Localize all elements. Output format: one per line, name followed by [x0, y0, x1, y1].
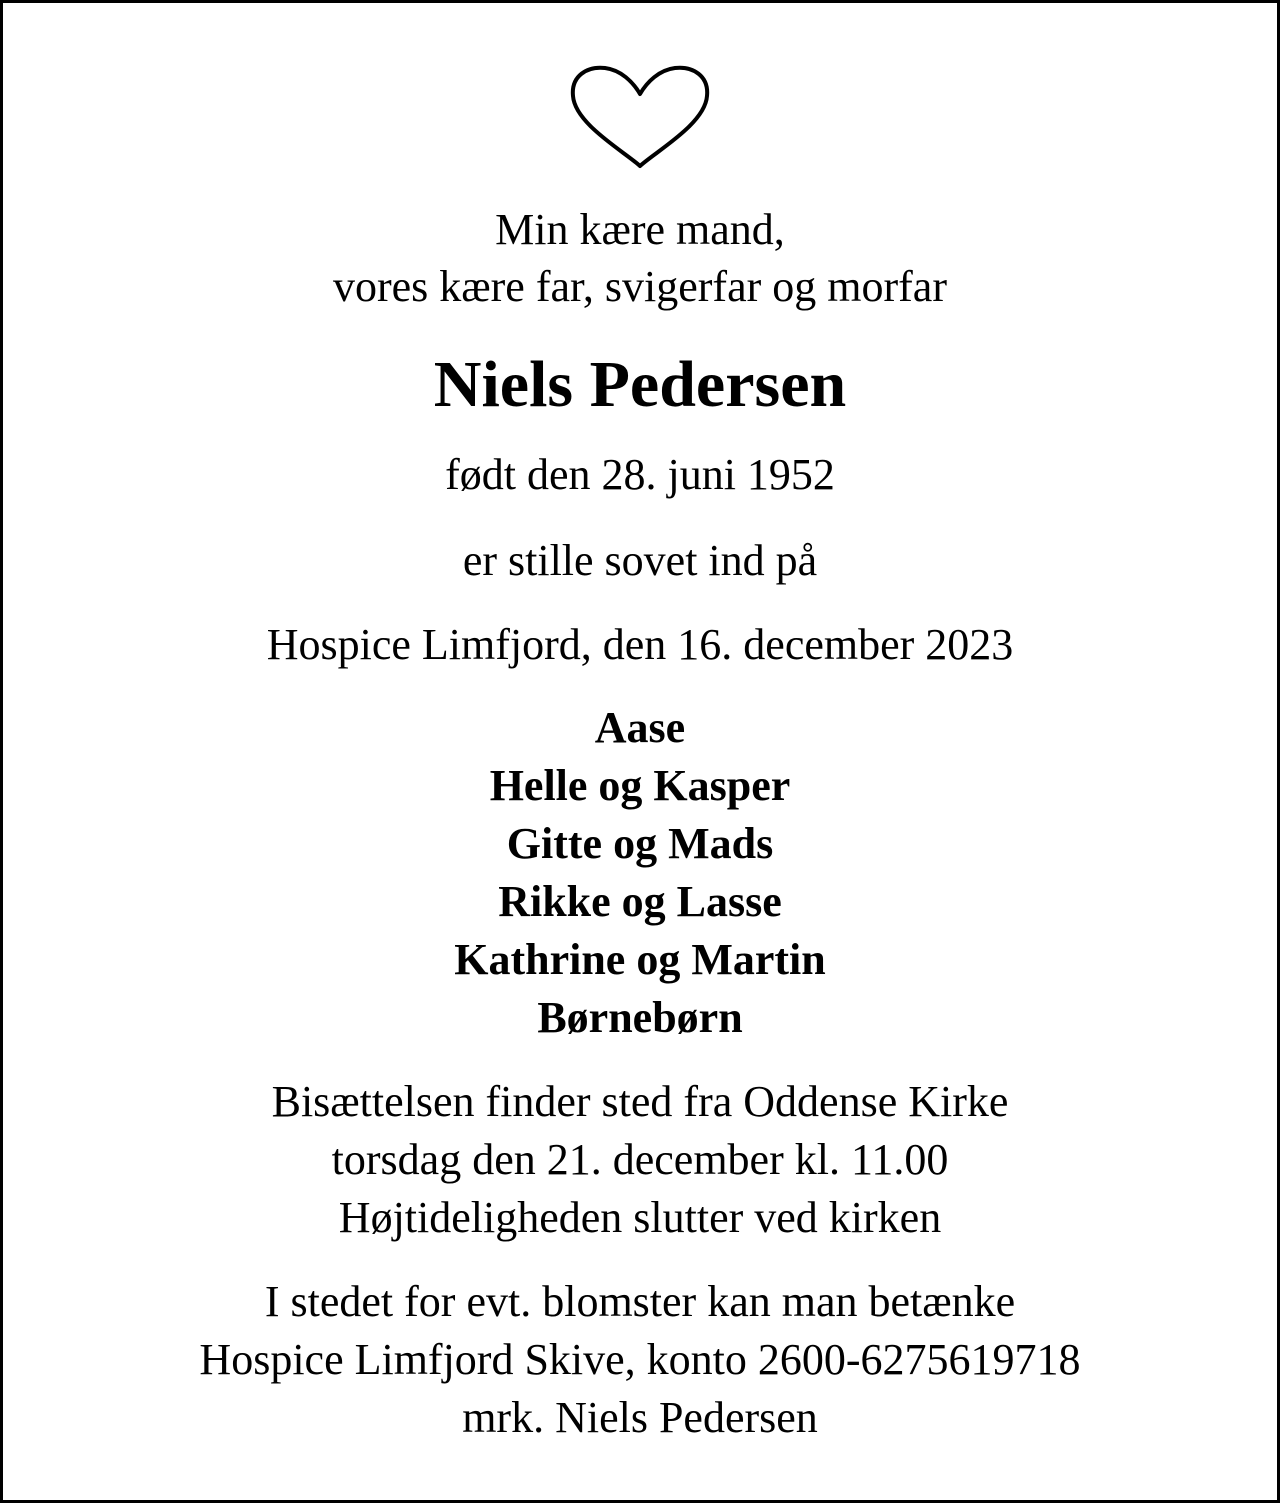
funeral-line-2: torsdag den 21. december kl. 11.00 [331, 1135, 949, 1184]
donation-line-3: mrk. Niels Pedersen [462, 1393, 818, 1442]
passed-place-date: Hospice Limfjord, den 16. december 2023 [266, 620, 1014, 669]
intro-line-1: Min kære mand, [495, 205, 785, 254]
birth-date: født den 28. juni 1952 [445, 450, 835, 499]
family-member-5: Kathrine og Martin [454, 935, 826, 984]
deceased-name: Niels Pedersen [433, 348, 847, 421]
passed-intro: er stille sovet ind på [462, 536, 818, 585]
family-member-2: Helle og Kasper [489, 761, 791, 810]
funeral-line-1: Bisættelsen finder sted fra Oddense Kirke [271, 1077, 1009, 1126]
intro-line-2: vores kære far, svigerfar og morfar [333, 262, 947, 311]
family-member-6: Børnebørn [537, 993, 743, 1042]
family-member-4: Rikke og Lasse [498, 877, 782, 926]
donation-line-2: Hospice Limfjord Skive, konto 2600-6275619718 [199, 1335, 1081, 1384]
donation-line-1: I stedet for evt. blomster kan man betænke [264, 1277, 1016, 1326]
family-member-1: Aase [594, 703, 686, 752]
funeral-line-3: Højtideligheden slutter ved kirken [338, 1193, 942, 1242]
family-member-3: Gitte og Mads [506, 819, 774, 868]
heart-icon [565, 62, 715, 172]
